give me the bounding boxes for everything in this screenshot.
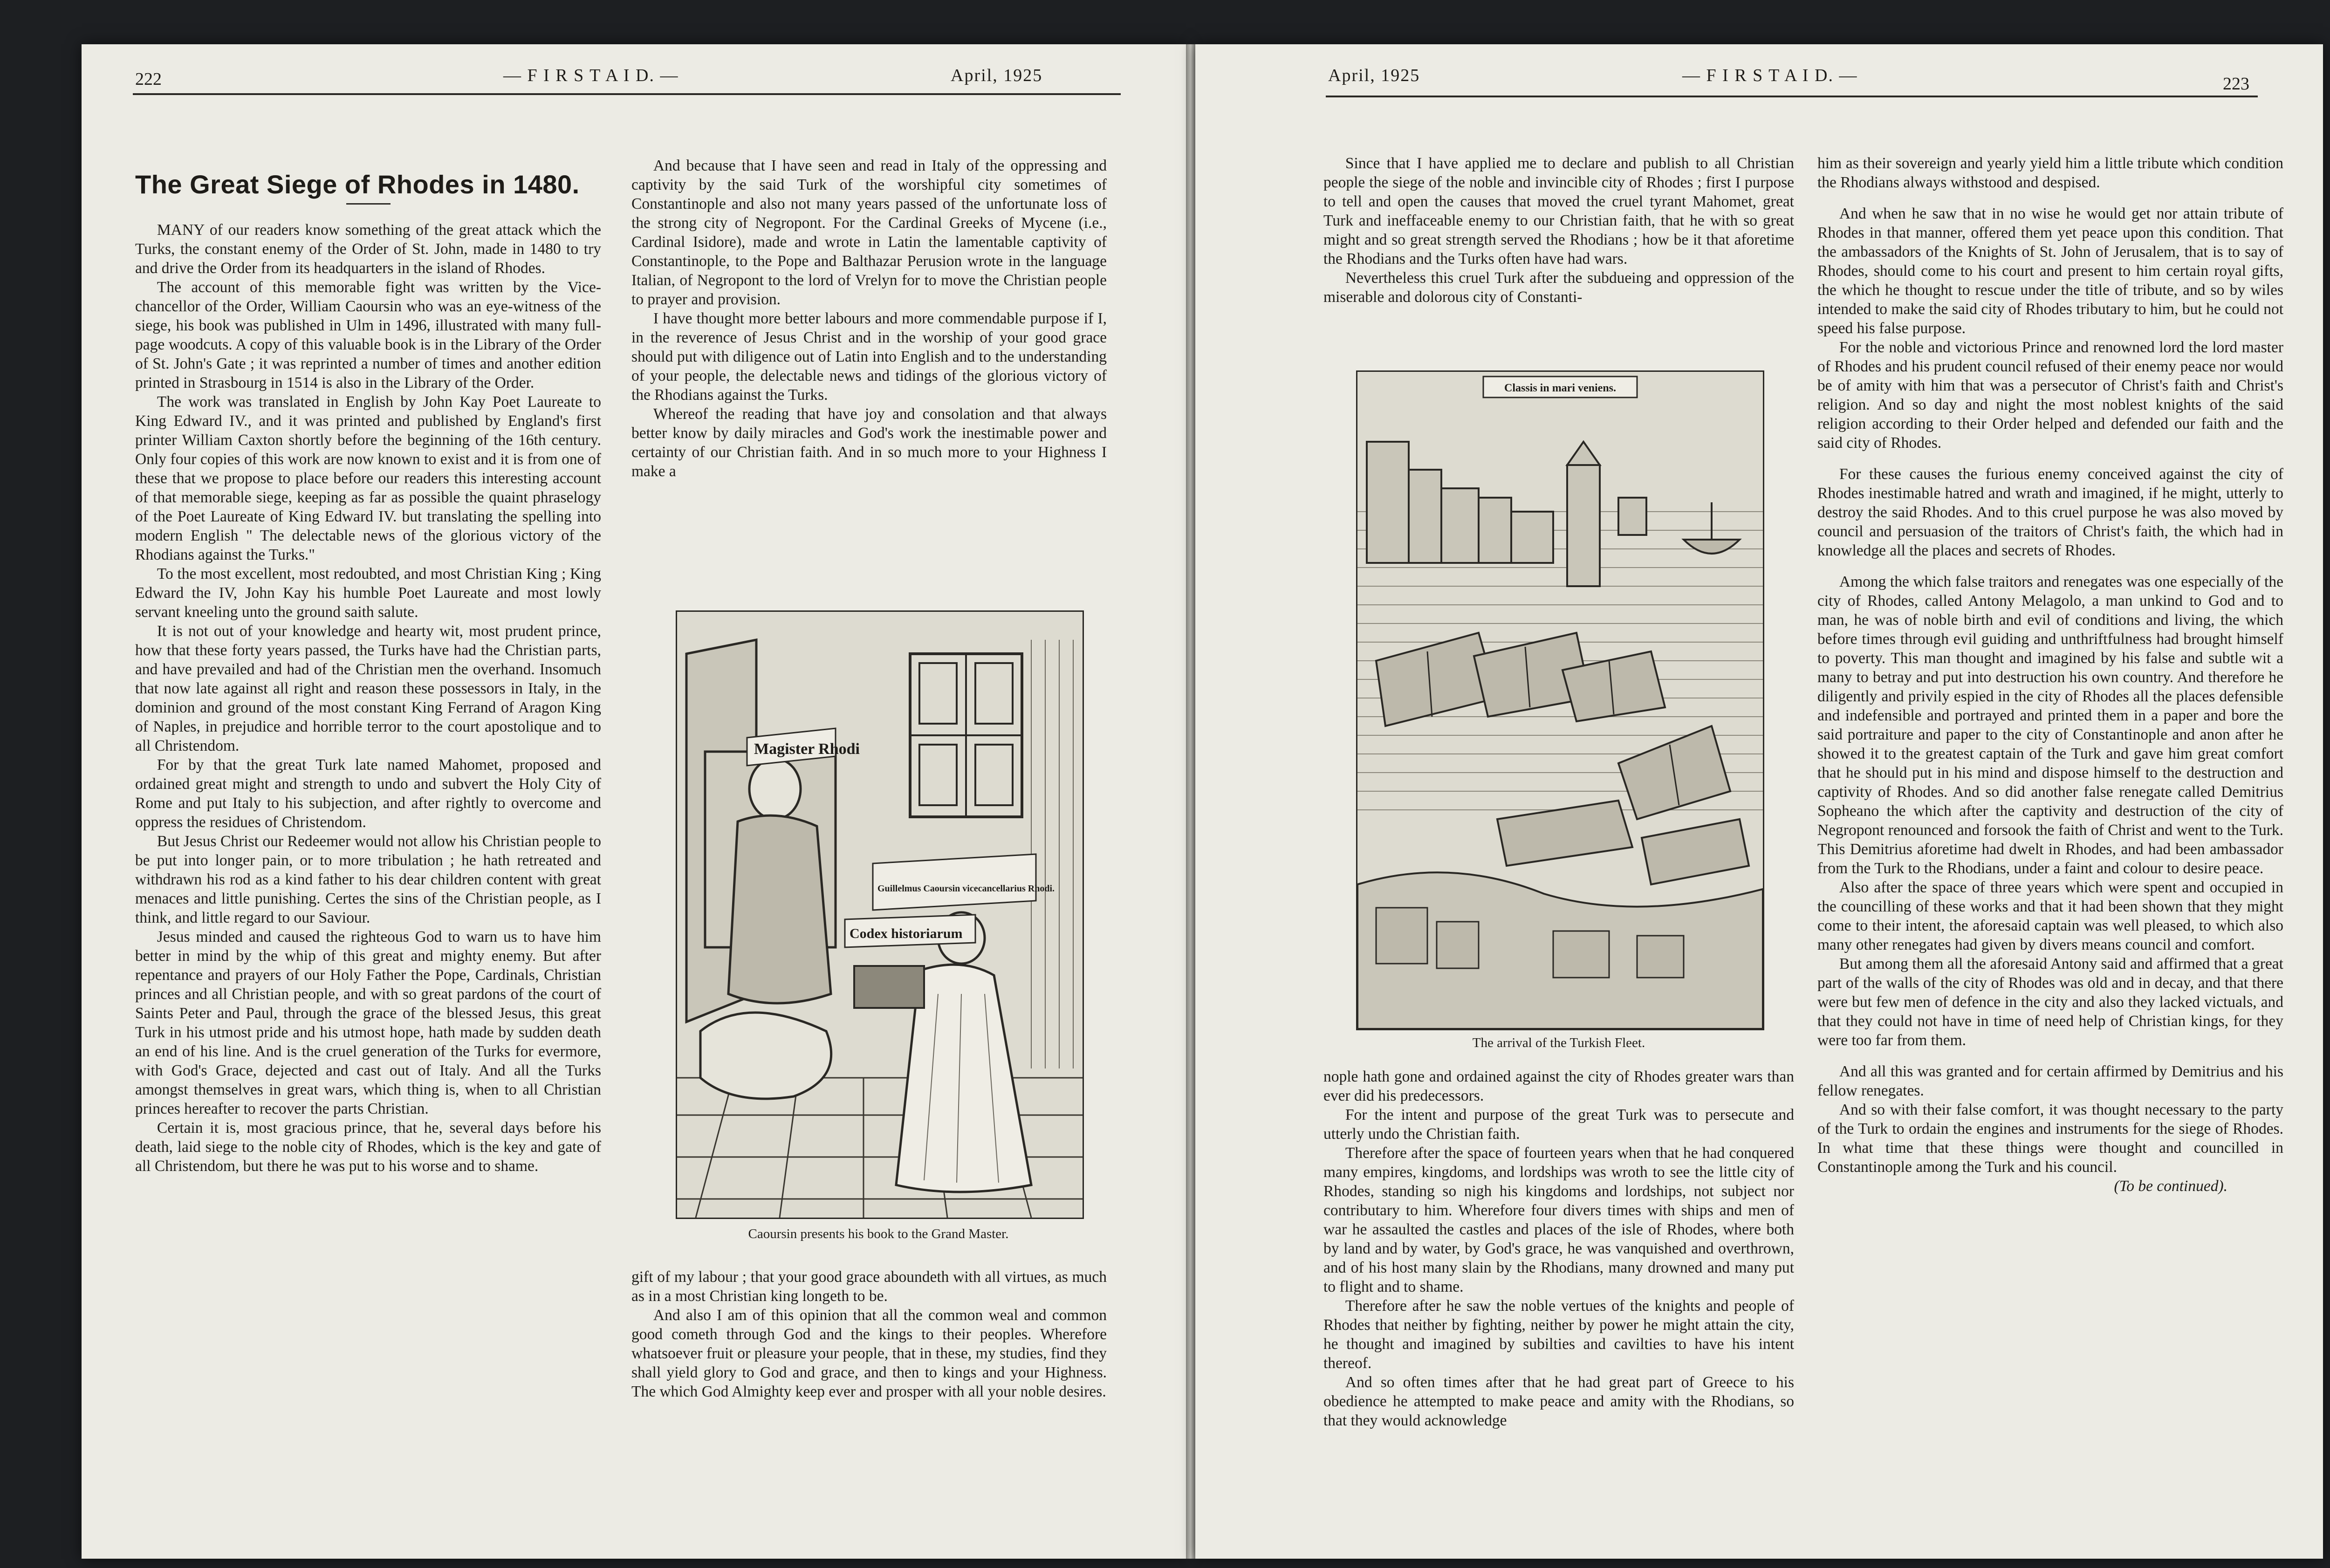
paragraph: Therefore after the space of fourteen years when that he had conquered many empires, kingdoms, and lordships was wroth to see the little city of Rhodes, standing so nigh his kingdoms and lordships, not subject nor contributary to him. Wherefore four divers times with ships and men of war he assaulted the castles and places of the isle of Rhodes, where both by land and by water, by God's grace, he was vanquished and overthrown, and of his host many slain by the Rhodians, many drowned and many put to flight and to shame. (1323, 1144, 1794, 1295)
paragraph: It is not out of your knowledge and hearty wit, most prudent prince, how that these forty years passed, the Turks have had the Christian parts, and have prevailed and had of the Christian men the overhand. Insomuch that now late against all right and reason these possessors in Italy, in the dominion and ground of the most constant King Ferrand of Aragon King of Naples, in prejudice and horrible terror to the court apostolique and to all Christendom. (135, 623, 601, 754)
paragraph: gift of my labour ; that your good grace aboundeth with all virtues, as much as in a most Christian king longeth to be. (631, 1268, 1107, 1305)
book-spine (1186, 44, 1195, 1559)
paragraph: MANY of our readers know something of the great attack which the Turks, the constant enemy of the Order of St. John, made in 1480 to try and drive the Order from its headquarters in the island of Rhodes. (135, 221, 601, 277)
left-column-2-top (631, 156, 1107, 603)
paragraph: And so often times after that he had great part of Greece to his obedience he attempted to make peace and amity with the Rhodians, so that they would acknowledge (1323, 1374, 1794, 1429)
article-title: The Great Siege of Rhodes in 1480. (135, 175, 580, 199)
right-running-head: — F I R S T A I D. — (1682, 66, 1858, 85)
paragraph: Also after the space of three years which were spent and occupied in the councilling of these works and that it had been shown that they might come to their intent, the aforesaid captain was well pleased, to which also many other renegates had given by divers means council and comfort. (1817, 879, 2283, 953)
woodcut-turkish-fleet (1356, 370, 1764, 1030)
label-guillelmus-caoursin: Guillelmus Caoursin vicecancellarius Rhodi. (877, 883, 1055, 894)
paragraph: Since that I have applied me to declare and publish to all Christian people the siege of the noble and invincible city of Rhodes ; first I purpose to tell and open the causes that moved the cruel tyrant Mahomet, great Turk and ineffaceable enemy to our Christian faith, that he with so great might and so great strength served the Rhodians ; how be it that aforetime the Rhodians and the Turks often have had wars. (1323, 155, 1794, 267)
left-running-head: — F I R S T A I D. — (503, 66, 679, 85)
left-column-1 (135, 175, 601, 1479)
left-date: April, 1925 (951, 66, 1043, 85)
woodcut-illustration (677, 612, 1083, 1218)
left-header-rule (133, 93, 1121, 95)
paragraph: I have thought more better labours and more commendable purpose if I, in the reverence of Jesus Christ and in the worship of your good grace should put with diligence out of Latin into English and to the understanding of your people, the delectable news and tidings of the glorious victory of the Rhodians against the Turks. (631, 310, 1107, 404)
paragraph: To the most excellent, most redoubted, and most Christian King ; King Edward the IV, John Kay his humble Poet Laureate and most lowly servant kneeling unto the ground saith salute. (135, 565, 601, 621)
right-column-1-top (1323, 154, 1794, 368)
paragraph: him as their sovereign and yearly yield him a little tribute which condition the Rhodians always withstood and despised. (1817, 155, 2283, 191)
paragraph: For the intent and purpose of the great Turk was to persecute and utterly undo the Christian faith. (1323, 1106, 1794, 1143)
figure-caption-left: Caoursin presents his book to the Grand Master. (748, 1226, 1009, 1241)
paragraph: nople hath gone and ordained against the city of Rhodes greater wars than ever did his predecessors. (1323, 1068, 1794, 1104)
paragraph: For the noble and victorious Prince and renowned lord the lord master of Rhodes and his prudent council refused of their enemy peace nor would be of amity with him that was a persecutor of Christ's faith and Christ's religion. And so day and night the most noblest knights of the said religion according to their Order helped and defended our faith and the said city of Rhodes. (1817, 339, 2283, 452)
paragraph: But Jesus Christ our Redeemer would not allow his Christian people to be put into longer pain, or to more tribulation ; he hath retreated and withdrawn his rod as a kind father to his dear children content with great menaces and little punishing. Certes the sins of the Christian people, as I think, and little regard to our Saviour. (135, 833, 601, 926)
paragraph: The account of this memorable fight was written by the Vice-chancellor of the Order, William Caoursin who was an eye-witness of the siege, his book was published in Ulm in 1496, illustrated with many full-page woodcuts. A copy of this valuable book is in the Library of the Order of St. John's Gate ; it was reprinted a number of times and another edition printed in Strasbourg in 1514 is also in the Library of the Order. (135, 279, 601, 391)
woodcut-caoursin-presents-book (676, 610, 1084, 1219)
paragraph: Jesus minded and caused the righteous God to warn us to have him better in mind by the whip of this great and mighty enemy. But after repentance and prayers of our Holy Father the Pope, Cardinals, Christian princes and all Christian people, and with so great pardons of the court of Saints Peter and Paul, through the grace of the blessed Jesus, this great Turk in his utmost pride and his utmost hope, hath made by sudden death an end of his line. And is the cruel generation of the Turks for evermore, with God's Grace, dejected and cast out of Italy. And all the Turks amongst themselves in great wars, which thing is, when to all Christian princes hereafter to recover the parts Christian. (135, 928, 601, 1117)
paragraph: And also I am of this opinion that all the common weal and common good cometh through God and the kings to their peoples. Wherefore whatsoever fruit or pleasure your people, that in these, my studies, find they shall yield glory to God and grace, and then to kings and your Highness. The which God Almighty keep ever and prosper with all your noble desires. (631, 1307, 1107, 1400)
paragraph: And when he saw that in no wise he would get nor attain tribute of Rhodes in that manner, offered them yet peace upon this condition. That the ambassadors of the Knights of St. John of Jerusalem, that is to say of Rhodes, should come to his court and present to him certain royal gifts, the which he thought to rescue under the title of tribute, and so by wiles intended to make the said city of Rhodes tributary to him, but he could not speed his false purpose. (1817, 205, 2283, 337)
label-classis-in-mari: Classis in mari veniens. (1504, 382, 1617, 394)
woodcut-illustration (1357, 372, 1763, 1029)
label-codex-historiarum: Codex historiarum (850, 926, 963, 941)
paragraph: And so with their false comfort, it was thought necessary to the party of the Turk to ordain the engines and instruments for the siege of Rhodes. In what time that these things were thought and councilled in Constantinople among the Turk and his council. (1817, 1101, 2283, 1176)
paragraph: For by that the great Turk late named Mahomet, proposed and ordained great might and strength to undo and subvert the Holy City of Rome and put Italy to his subjection, and after rightly to overcome and oppress the residues of Christendom. (135, 756, 601, 831)
paragraph: But among them all the aforesaid Antony said and affirmed that a great part of the walls of the city of Rhodes was old and in decay, and that there were but few men of defence in the city and also they lacked victuals, and that they could not have in time of need help of Christian kings, for they were too far from them. (1817, 955, 2283, 1049)
to-be-continued: (To be continued). (2114, 1178, 2227, 1195)
paragraph: Among the which false traitors and renegates was one especially of the city of Rhodes, called Antony Melagolo, a man unkind to God and to man, he was of noble birth and evil of conditions and living, the which before times through evil guiding and unthriftfulness had brought himself to poverty. This man thought and imagined by his false and subtle wit a many to betray and put into destruction his own country. And therefore he diligently and privily espied in the city of Rhodes all the places defensible and indefensible and portrayed and printed them in a paper and bore the said portraiture and paper to the city of Constantinople and anon after he showed it to the greatest captain of the Turk and gave him great comfort that he should put in his mind and dispose himself to the destruction and captivity of Rhodes. And so did another false renegate called Demitrius Sopheano the which after the captivity and destruction of the city of Negropont renounced and forsook the faith of Christ and went to the Turk. This Demitrius aforetime had dwelt in Rhodes, and had been ambassador from the Turk to the Rhodians, under a faint and colour to desire peace. (1817, 573, 2283, 877)
left-page-number: 222 (135, 69, 162, 89)
paragraph: Whereof the reading that have joy and consolation and that always better know by daily miracles and God's work the inestimable power and certainty of our Christian faith. And in so much more to your Highness I make a (631, 405, 1107, 480)
right-header-rule (1326, 96, 2258, 97)
right-column-2 (1817, 154, 2283, 1458)
paragraph: And all this was granted and for certain affirmed by Demitrius and his fellow renegates. (1817, 1063, 2283, 1099)
right-date: April, 1925 (1328, 66, 1420, 85)
paragraph: Nevertheless this cruel Turk after the subdueing and oppression of the miserable and dolorous city of Constanti- (1323, 269, 1794, 306)
right-column-1-bottom (1323, 1067, 1794, 1486)
paragraph: Certain it is, most gracious prince, that he, several days before his death, laid siege to the noble city of Rhodes, which is the key and gate of all Christendom, but there he was put to his worse and to shame. (135, 1119, 601, 1175)
left-column-2-bottom (631, 1267, 1107, 1486)
paragraph: Therefore after he saw the noble vertues of the knights and people of Rhodes that neither by fighting, neither by power he might attain the city, he thought and imagined by subilties and cavilties to have his intent thereof. (1323, 1297, 1794, 1372)
paragraph: For these causes the furious enemy conceived against the city of Rhodes inestimable hatred and wrath and imagined, if he might, utterly to destroy the said Rhodes. And to this cruel purpose he was also moved by council and persuasion of the traitors of Christ's faith, the which had in knowledge all the places and secrets of Rhodes. (1817, 466, 2283, 559)
figure-caption-right: The arrival of the Turkish Fleet. (1472, 1035, 1645, 1050)
title-rule (346, 203, 391, 205)
paragraph: The work was translated in English by John Kay Poet Laureate to King Edward IV., and it was printed and published by England's first printer William Caxton shortly before the beginning of the 16th century. Only four copies of this work are now known to exist and it is from one of these that we propose to place before our readers this interesting account of that memorable siege, keeping as far as possible the quaint phraselogy of the Poet Laureate of King Edward IV. but translating the spelling into modern English " The delectable news of the glorious victory of the Rhodians against the Turks." (135, 393, 601, 563)
label-magister-rhodi: Magister Rhodi (754, 740, 860, 758)
paragraph: And because that I have seen and read in Italy of the oppressing and captivity by the said Turk of the worshipful city sometimes of Constantinople and also not many years passed of the unfortunate loss of the strong city of Negropont. For the Cardinal Greeks of Mycene (i.e., Cardinal Isidore), made and wrote in Latin the lamentable captivity of Constantinople, to the Pope and Balthazar Perusion wrote in the language Italian, of Negropont to the lord of Vrelyn for to move the Christian people to prayer and provision. (631, 157, 1107, 308)
right-page-number: 223 (2223, 74, 2249, 94)
